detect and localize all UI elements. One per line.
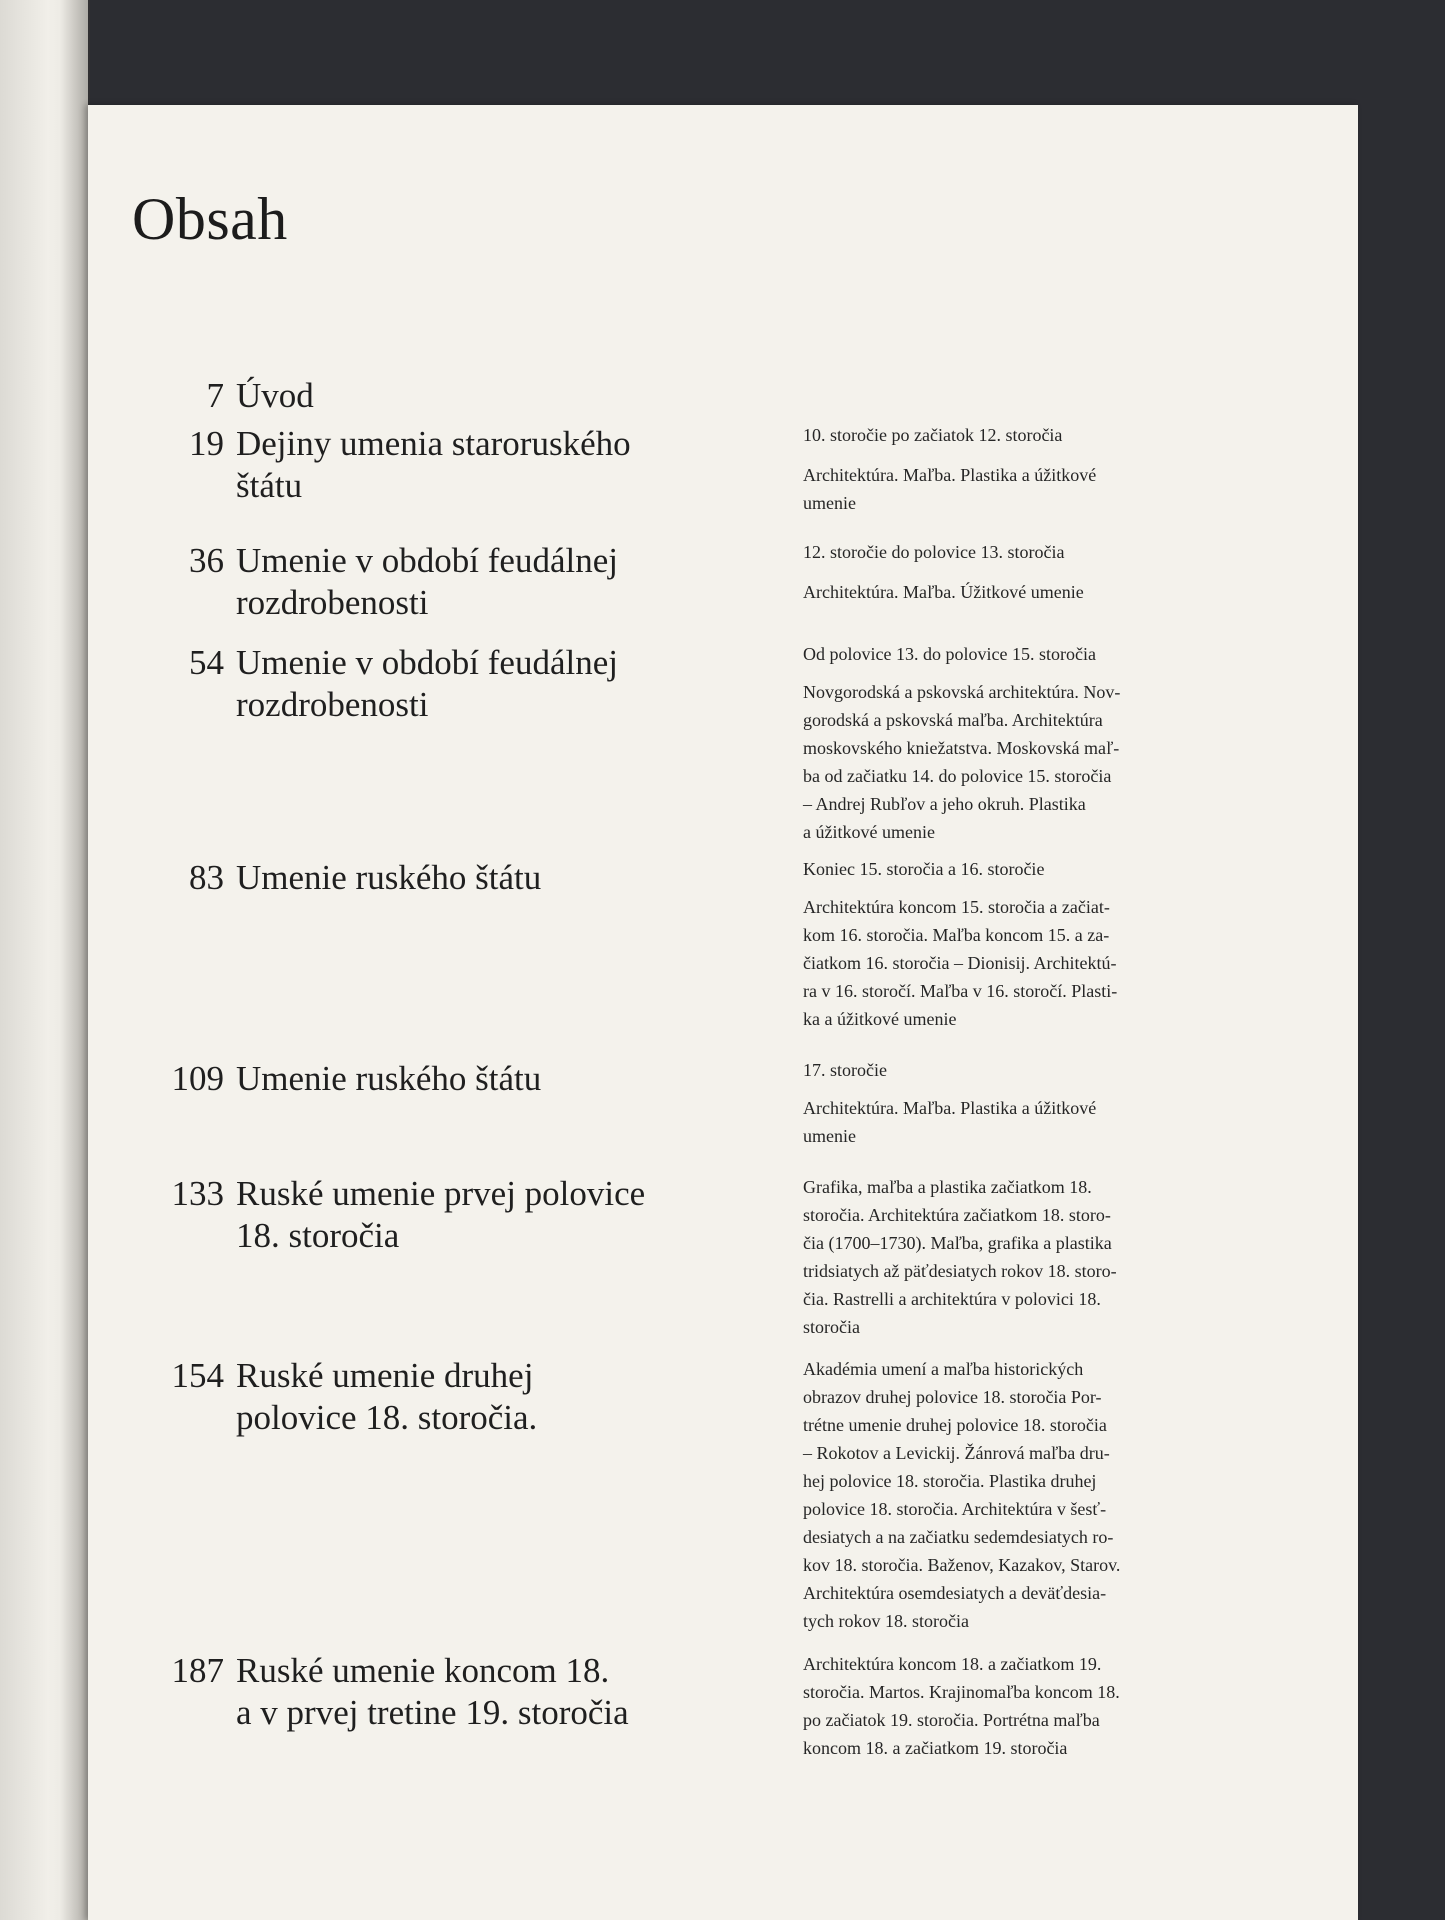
toc-chapter-title [236,857,796,899]
toc-period-subtitle: 17. storočie [803,1060,887,1080]
page-title: Obsah [132,186,288,252]
description-line: čia. Rastrelli a architektúra v polovici 18. [803,1289,1101,1309]
description-line: storočia. Martos. Krajinomaľba koncom 18. [803,1682,1120,1702]
description-line: gorodská a pskovská maľba. Architektúra [803,710,1103,730]
toc-period-subtitle: 12. storočie do polovice 13. storočia [803,542,1065,562]
toc-chapter-description [803,1173,1243,1341]
description-line: tych rokov 18. storočia [803,1611,969,1631]
description-line: čiatkom 16. storočia – Dionisij. Architektú- [803,953,1117,973]
description-line: tridsiatych až päťdesiatych rokov 18. storo- [803,1261,1117,1281]
description-line: umenie [803,493,856,513]
toc-page-number: 109 [171,1059,224,1098]
description-line: storočia. Architektúra začiatkom 18. storo- [803,1205,1111,1225]
toc-chapter-line: Úvod [236,376,314,415]
description-line: a úžitkové umenie [803,822,935,842]
toc-chapter-title [236,642,796,726]
toc-chapter-line: Umenie ruského štátu [236,858,542,897]
description-line: kov 18. storočia. Baženov, Kazakov, Starov. [803,1555,1121,1575]
toc-chapter-description [803,1094,1243,1150]
toc-chapter-line: Umenie ruského štátu [236,1059,542,1098]
toc-chapter-description [803,1650,1243,1762]
toc-chapter-title [236,1355,796,1439]
toc-chapter-title [236,423,796,507]
description-line: Architektúra. Maľba. Plastika a úžitkové [803,465,1097,485]
toc-chapter-line: Umenie v období feudálnej [236,541,618,580]
toc-chapter-description [803,578,1243,606]
toc-chapter-title [236,540,796,624]
description-line: desiatych a na začiatku sedemdesiatych ro- [803,1527,1114,1547]
description-line: ka a úžitkové umenie [803,1009,957,1029]
description-line: obrazov druhej polovice 18. storočia Por- [803,1387,1102,1407]
toc-period-subtitle: 10. storočie po začiatok 12. storočia [803,425,1063,445]
description-line: po začiatok 19. storočia. Portrétna maľba [803,1710,1100,1730]
description-line: – Andrej Rubľov a jeho okruh. Plastika [803,794,1086,814]
toc-chapter-line: Ruské umenie druhej [236,1356,534,1395]
toc-chapter-line: Ruské umenie prvej polovice [236,1174,646,1213]
toc-chapter-line: 18. storočia [236,1216,400,1255]
toc-chapter-title [236,1650,796,1734]
toc-page-number: 83 [189,858,224,897]
toc-period-subtitle: Od polovice 13. do polovice 15. storočia [803,644,1096,664]
toc-chapter-description [803,1355,1243,1635]
toc-page-number: 133 [171,1174,224,1213]
description-line: čia (1700–1730). Maľba, grafika a plastika [803,1233,1112,1253]
toc-chapter-line: rozdrobenosti [236,583,429,622]
description-line: umenie [803,1126,856,1146]
toc-chapter-line: štátu [236,466,303,505]
toc-chapter-description [803,678,1243,846]
description-line: ra v 16. storočí. Maľba v 16. storočí. Plasti- [803,981,1118,1001]
description-line: Novgorodská a pskovská architektúra. Nov- [803,682,1121,702]
toc-page-number: 187 [171,1651,224,1690]
description-line: hej polovice 18. storočia. Plastika druhej [803,1471,1097,1491]
description-line: Grafika, maľba a plastika začiatkom 18. [803,1177,1092,1197]
description-line: Architektúra osemdesiatych a deväťdesia- [803,1583,1107,1603]
description-line: moskovského kniežatstva. Moskovská maľ- [803,738,1120,758]
book-page [88,105,1358,1920]
toc-chapter-title [236,375,796,417]
description-line: storočia [803,1317,860,1337]
toc-page-number: 19 [189,424,224,463]
description-line: koncom 18. a začiatkom 19. storočia [803,1738,1068,1758]
toc-page-number: 154 [171,1356,224,1395]
description-line: Architektúra koncom 18. a začiatkom 19. [803,1654,1102,1674]
toc-chapter-title [236,1173,796,1257]
toc-chapter-line: rozdrobenosti [236,685,429,724]
toc-chapter-title [236,1058,796,1100]
description-line: Akadémia umení a maľba historických [803,1359,1084,1379]
toc-chapter-line: Umenie v období feudálnej [236,643,618,682]
description-line: Architektúra koncom 15. storočia a začiat- [803,897,1110,917]
description-line: kom 16. storočia. Maľba koncom 15. a za- [803,925,1110,945]
toc-chapter-line: Ruské umenie koncom 18. [236,1651,610,1690]
description-line: ba od začiatku 14. do polovice 15. storočia [803,766,1112,786]
toc-page-number: 36 [189,541,224,580]
description-line: trétne umenie druhej polovice 18. storočia [803,1415,1107,1435]
description-line: Architektúra. Maľba. Úžitkové umenie [803,582,1084,602]
toc-page-number: 7 [206,376,224,415]
toc-chapter-description [803,461,1243,517]
toc-chapter-line: a v prvej tretine 19. storočia [236,1693,629,1732]
description-line: polovice 18. storočia. Architektúra v šesť- [803,1499,1107,1519]
toc-page-number: 54 [189,643,224,682]
toc-chapter-line: Dejiny umenia staroruského [236,424,631,463]
book-gutter-shadow [60,0,90,1920]
description-line: Architektúra. Maľba. Plastika a úžitkové [803,1098,1097,1118]
toc-chapter-description [803,893,1243,1033]
toc-period-subtitle: Koniec 15. storočia a 16. storočie [803,859,1045,879]
toc-chapter-line: polovice 18. storočia. [236,1398,538,1437]
description-line: – Rokotov a Levickij. Žánrová maľba dru- [803,1443,1110,1463]
